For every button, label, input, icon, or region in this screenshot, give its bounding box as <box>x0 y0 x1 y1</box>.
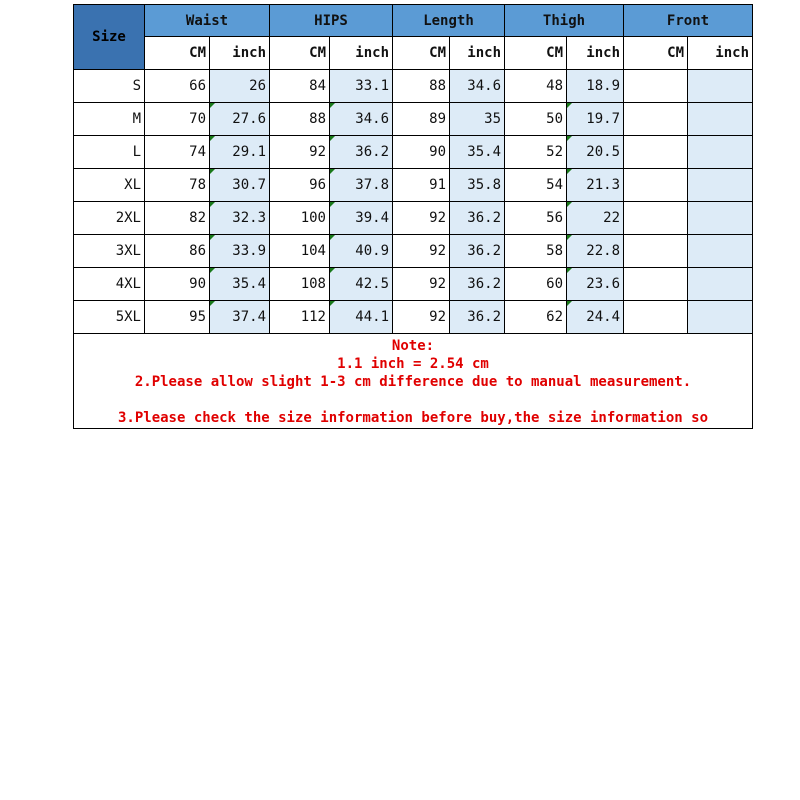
cm-value-cell <box>624 169 688 202</box>
cm-value-cell: 89 <box>393 103 450 136</box>
inch-value-cell: 19.7 <box>567 103 624 136</box>
inch-value-cell: 34.6 <box>330 103 393 136</box>
cm-value-cell: 108 <box>270 268 330 301</box>
cm-value-cell <box>624 103 688 136</box>
cm-value-cell: 96 <box>270 169 330 202</box>
note-row <box>74 334 753 429</box>
size-header: Size <box>74 5 145 70</box>
size-cell: 4XL <box>74 268 145 301</box>
inch-value-cell: 36.2 <box>450 235 505 268</box>
inch-value-cell: 24.4 <box>567 301 624 334</box>
inch-value-cell <box>688 202 753 235</box>
inch-value-cell: 36.2 <box>330 136 393 169</box>
inch-value-cell: 37.4 <box>210 301 270 334</box>
inch-value-cell: 36.2 <box>450 268 505 301</box>
inch-value-cell: 29.1 <box>210 136 270 169</box>
hips-inch-header: inch <box>330 37 393 70</box>
cm-value-cell: 90 <box>393 136 450 169</box>
length-cm-header: CM <box>393 37 450 70</box>
note-line <box>74 391 752 409</box>
size-cell: S <box>74 70 145 103</box>
cm-value-cell: 74 <box>145 136 210 169</box>
cm-value-cell: 70 <box>145 103 210 136</box>
inch-value-cell: 30.7 <box>210 169 270 202</box>
cm-value-cell: 92 <box>393 235 450 268</box>
inch-value-cell: 40.9 <box>330 235 393 268</box>
cm-value-cell: 58 <box>505 235 567 268</box>
inch-value-cell <box>688 301 753 334</box>
cm-value-cell: 48 <box>505 70 567 103</box>
cm-value-cell: 66 <box>145 70 210 103</box>
cm-value-cell: 95 <box>145 301 210 334</box>
front-header: Front <box>624 5 753 37</box>
table-row <box>74 70 753 103</box>
cm-value-cell: 88 <box>270 103 330 136</box>
size-cell: XL <box>74 169 145 202</box>
cm-value-cell: 54 <box>505 169 567 202</box>
cm-value-cell: 56 <box>505 202 567 235</box>
inch-value-cell: 33.9 <box>210 235 270 268</box>
inch-value-cell <box>688 169 753 202</box>
table-row <box>74 103 753 136</box>
inch-value-cell <box>688 136 753 169</box>
note-line: Note: <box>391 338 435 354</box>
inch-value-cell: 35.4 <box>210 268 270 301</box>
inch-value-cell: 20.5 <box>567 136 624 169</box>
table-row <box>74 235 753 268</box>
inch-value-cell <box>688 103 753 136</box>
cm-value-cell: 90 <box>145 268 210 301</box>
length-header: Length <box>393 5 505 37</box>
inch-value-cell <box>688 235 753 268</box>
table-row <box>74 202 753 235</box>
table-row <box>74 268 753 301</box>
cm-value-cell <box>624 70 688 103</box>
front-inch-header: inch <box>688 37 753 70</box>
cm-value-cell <box>624 301 688 334</box>
cm-value-cell: 60 <box>505 268 567 301</box>
inch-value-cell: 26 <box>210 70 270 103</box>
hips-cm-header: CM <box>270 37 330 70</box>
inch-value-cell: 21.3 <box>567 169 624 202</box>
note-line: 3.Please check the size information before buy,the size information so <box>117 410 708 426</box>
cm-value-cell: 100 <box>270 202 330 235</box>
thigh-header: Thigh <box>505 5 624 37</box>
cm-value-cell: 78 <box>145 169 210 202</box>
table-row <box>74 169 753 202</box>
waist-header: Waist <box>145 5 270 37</box>
inch-value-cell: 36.2 <box>450 202 505 235</box>
cm-value-cell <box>624 268 688 301</box>
cm-value-cell: 88 <box>393 70 450 103</box>
inch-value-cell: 37.8 <box>330 169 393 202</box>
cm-value-cell: 86 <box>145 235 210 268</box>
hips-header: HIPS <box>270 5 393 37</box>
inch-value-cell: 34.6 <box>450 70 505 103</box>
inch-value-cell: 22.8 <box>567 235 624 268</box>
inch-value-cell: 35.4 <box>450 136 505 169</box>
table-row <box>74 136 753 169</box>
inch-value-cell: 44.1 <box>330 301 393 334</box>
waist-inch-header: inch <box>210 37 270 70</box>
inch-value-cell: 18.9 <box>567 70 624 103</box>
cm-value-cell: 82 <box>145 202 210 235</box>
note-cell <box>74 334 753 429</box>
size-cell: 5XL <box>74 301 145 334</box>
size-cell: 2XL <box>74 202 145 235</box>
cm-value-cell: 92 <box>393 301 450 334</box>
inch-value-cell: 22 <box>567 202 624 235</box>
size-chart-table <box>73 4 753 429</box>
size-cell: 3XL <box>74 235 145 268</box>
cm-value-cell: 91 <box>393 169 450 202</box>
cm-value-cell <box>624 202 688 235</box>
cm-value-cell: 112 <box>270 301 330 334</box>
inch-value-cell <box>688 268 753 301</box>
inch-value-cell: 39.4 <box>330 202 393 235</box>
inch-value-cell <box>688 70 753 103</box>
cm-value-cell: 84 <box>270 70 330 103</box>
cm-value-cell <box>624 235 688 268</box>
inch-value-cell: 32.3 <box>210 202 270 235</box>
size-cell: M <box>74 103 145 136</box>
inch-value-cell: 23.6 <box>567 268 624 301</box>
group-header-row <box>74 5 753 37</box>
inch-value-cell: 42.5 <box>330 268 393 301</box>
inch-value-cell: 27.6 <box>210 103 270 136</box>
note-line: 1.1 inch = 2.54 cm <box>337 356 489 372</box>
cm-value-cell: 92 <box>393 202 450 235</box>
cm-value-cell: 104 <box>270 235 330 268</box>
inch-value-cell: 35 <box>450 103 505 136</box>
inch-value-cell: 33.1 <box>330 70 393 103</box>
front-cm-header: CM <box>624 37 688 70</box>
table-row <box>74 301 753 334</box>
cm-value-cell: 92 <box>270 136 330 169</box>
thigh-inch-header: inch <box>567 37 624 70</box>
cm-value-cell: 62 <box>505 301 567 334</box>
thigh-cm-header: CM <box>505 37 567 70</box>
cm-value-cell: 92 <box>393 268 450 301</box>
size-cell: L <box>74 136 145 169</box>
inch-value-cell: 35.8 <box>450 169 505 202</box>
waist-cm-header: CM <box>145 37 210 70</box>
cm-value-cell: 50 <box>505 103 567 136</box>
inch-value-cell: 36.2 <box>450 301 505 334</box>
unit-header-row <box>74 37 753 70</box>
length-inch-header: inch <box>450 37 505 70</box>
note-line: 2.Please allow slight 1-3 cm difference due to manual measurement. <box>134 374 692 390</box>
cm-value-cell <box>624 136 688 169</box>
cm-value-cell: 52 <box>505 136 567 169</box>
